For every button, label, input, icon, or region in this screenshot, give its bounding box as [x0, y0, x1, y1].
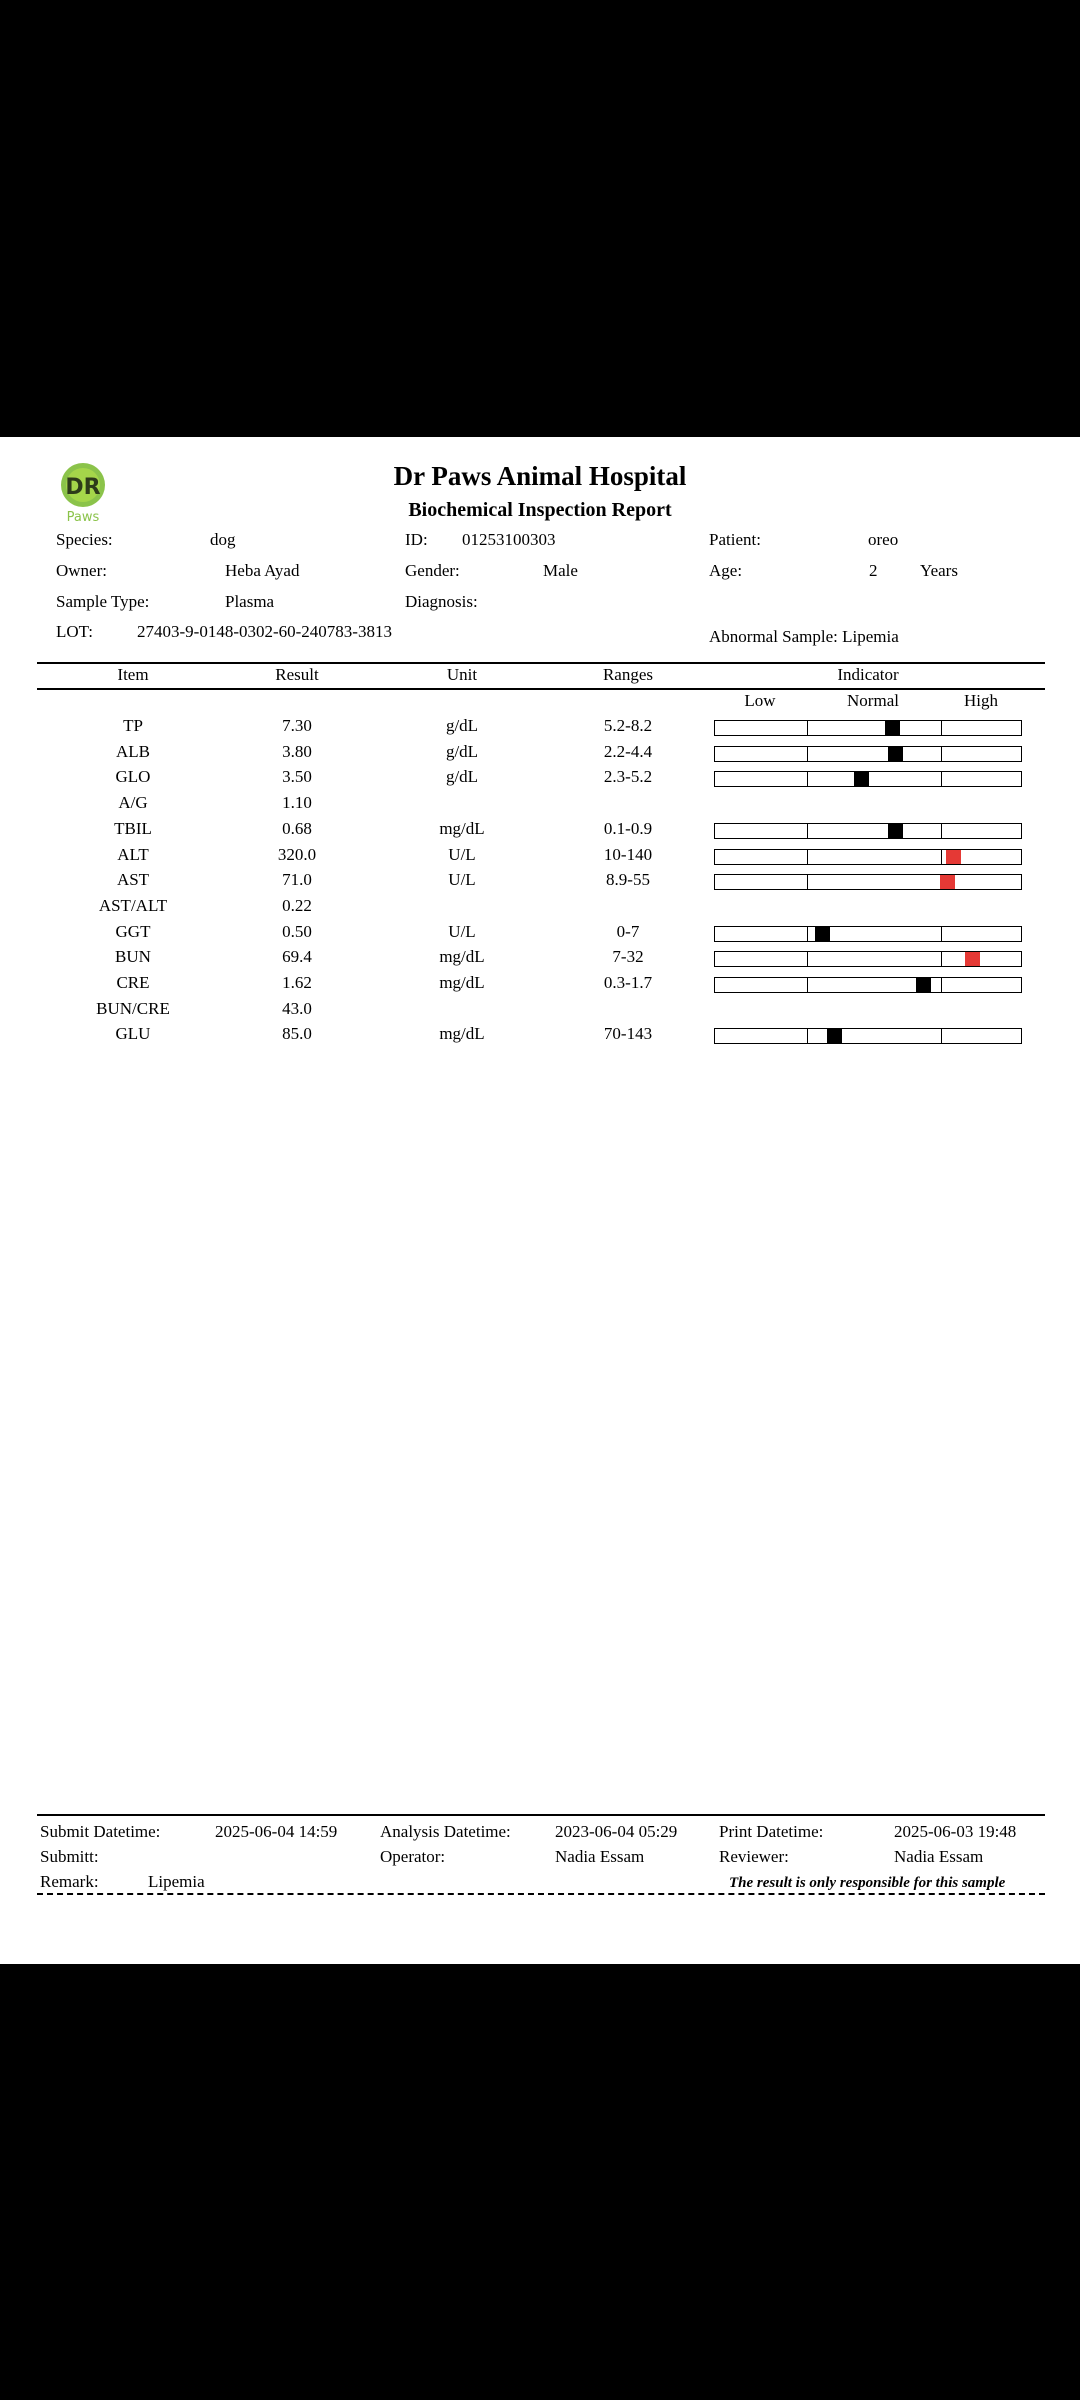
unit-cell: U/L — [448, 870, 476, 890]
result-cell: 69.4 — [282, 947, 312, 967]
table-row — [0, 819, 1080, 845]
indicator-bar — [714, 926, 1022, 942]
result-cell: 0.68 — [282, 818, 312, 838]
item-cell: TBIL — [114, 818, 152, 838]
low-normal-divider — [807, 978, 808, 992]
result-cell: 0.22 — [282, 895, 312, 915]
unit-cell: g/dL — [445, 716, 479, 735]
table-row — [0, 716, 1080, 742]
hospital-name: Dr Paws Animal Hospital — [393, 461, 687, 491]
indicator-marker — [888, 747, 903, 761]
print-datetime-label: Print Datetime: — [719, 1822, 824, 1841]
patient-value: oreo — [868, 530, 899, 549]
disclaimer: The result is only responsible for this sample — [729, 1875, 1006, 1891]
indicator-normal: Normal — [847, 691, 899, 710]
svg-text:Paws: Paws — [66, 510, 100, 525]
table-row — [0, 870, 1080, 896]
indicator-marker — [888, 824, 903, 838]
indicator-high: High — [964, 691, 998, 710]
result-cell: 85.0 — [282, 1024, 312, 1044]
col-unit: Unit — [446, 665, 478, 684]
item-cell: AST — [116, 870, 150, 890]
unit-cell: g/dL — [445, 741, 479, 761]
indicator-marker — [940, 875, 955, 889]
col-indicator: Indicator — [837, 665, 899, 684]
item-cell: AST/ALT — [98, 895, 168, 915]
table-row — [0, 922, 1080, 948]
id-value: 01253100303 — [462, 530, 556, 549]
table-row — [0, 742, 1080, 768]
result-cell: 7.30 — [282, 716, 312, 735]
col-ranges: Ranges — [602, 665, 654, 684]
unit-cell: U/L — [448, 921, 476, 941]
table-header-rule — [37, 688, 1045, 690]
result-cell: 3.80 — [282, 741, 312, 761]
indicator-bar — [714, 1028, 1022, 1044]
result-cell: 71.0 — [282, 870, 312, 890]
indicator-marker — [827, 1029, 842, 1043]
analysis-datetime-label: Analysis Datetime: — [380, 1822, 511, 1841]
age-unit: Years — [920, 561, 958, 580]
unit-cell: U/L — [448, 844, 476, 864]
table-row — [0, 896, 1080, 922]
table-row — [0, 973, 1080, 999]
low-normal-divider — [807, 850, 808, 864]
table-row — [0, 999, 1080, 1025]
normal-high-divider — [941, 1029, 942, 1043]
indicator-marker — [965, 952, 980, 966]
table-top-rule — [37, 662, 1045, 664]
indicator-bar — [714, 951, 1022, 967]
range-cell: 0.1-0.9 — [603, 818, 653, 838]
item-cell: BUN/CRE — [96, 998, 170, 1018]
range-cell: 0-7 — [616, 921, 640, 941]
table-row — [0, 793, 1080, 819]
unit-cell: mg/dL — [439, 947, 485, 967]
col-item: Item — [117, 665, 149, 684]
result-cell: 1.10 — [282, 793, 312, 813]
normal-high-divider — [941, 850, 942, 864]
result-cell: 320.0 — [277, 844, 317, 864]
species-value: dog — [210, 530, 236, 549]
unit-cell: g/dL — [445, 767, 479, 787]
range-cell: 2.3-5.2 — [603, 767, 653, 787]
remark-label: Remark: — [40, 1872, 99, 1891]
submitt-label: Submitt: — [40, 1847, 99, 1866]
abnormal-sample: Abnormal Sample: Lipemia — [709, 627, 899, 646]
footer-rule — [37, 1814, 1045, 1816]
diagnosis-label: Diagnosis: — [405, 592, 478, 611]
normal-high-divider — [941, 927, 942, 941]
normal-high-divider — [941, 824, 942, 838]
range-cell: 0.3-1.7 — [603, 973, 653, 992]
owner-value: Heba Ayad — [225, 561, 300, 580]
table-row — [0, 845, 1080, 871]
indicator-marker — [916, 978, 931, 992]
analysis-datetime-value: 2023-06-04 05:29 — [555, 1822, 678, 1841]
id-label: ID: — [405, 530, 428, 549]
indicator-bar — [714, 977, 1022, 993]
svg-text:DR: DR — [65, 475, 101, 500]
print-datetime-value: 2025-06-03 19:48 — [894, 1822, 1017, 1841]
range-cell: 10-140 — [603, 844, 653, 864]
normal-high-divider — [941, 772, 942, 786]
indicator-bar — [714, 771, 1022, 787]
item-cell: TP — [123, 716, 143, 735]
range-cell: 7-32 — [612, 947, 644, 967]
gender-label: Gender: — [405, 561, 460, 580]
low-normal-divider — [807, 875, 808, 889]
gender-value: Male — [543, 561, 578, 580]
low-normal-divider — [807, 1029, 808, 1043]
indicator-bar — [714, 720, 1022, 736]
operator-label: Operator: — [380, 1847, 446, 1866]
range-cell: 5.2-8.2 — [603, 716, 653, 735]
normal-high-divider — [941, 978, 942, 992]
owner-label: Owner: — [56, 561, 107, 580]
item-cell: GGT — [115, 921, 151, 941]
result-cell: 1.62 — [282, 973, 312, 992]
normal-high-divider — [941, 721, 942, 735]
sample-type-label: Sample Type: — [56, 592, 150, 611]
table-row — [0, 767, 1080, 793]
item-cell: GLU — [115, 1024, 151, 1044]
result-cell: 0.50 — [282, 921, 312, 941]
dashed-rule — [37, 1893, 1045, 1895]
indicator-bar — [714, 874, 1022, 890]
low-normal-divider — [807, 952, 808, 966]
range-cell: 70-143 — [603, 1024, 653, 1044]
indicator-marker — [946, 850, 961, 864]
item-cell: ALB — [116, 741, 150, 761]
lot-value: 27403-9-0148-0302-60-240783-3813 — [137, 622, 392, 641]
table-row — [0, 947, 1080, 973]
patient-label: Patient: — [709, 530, 761, 549]
result-cell: 43.0 — [282, 998, 312, 1018]
submit-datetime-label: Submit Datetime: — [40, 1822, 161, 1841]
remark-value: Lipemia — [148, 1872, 205, 1891]
low-normal-divider — [807, 824, 808, 838]
normal-high-divider — [941, 747, 942, 761]
item-cell: GLO — [115, 767, 151, 787]
item-cell: A/G — [118, 793, 148, 813]
col-result: Result — [275, 665, 319, 684]
indicator-bar — [714, 746, 1022, 762]
sample-type-value: Plasma — [225, 592, 275, 611]
age-value: 2 — [869, 561, 878, 580]
result-cell: 3.50 — [282, 767, 312, 787]
lot-label: LOT: — [56, 622, 93, 641]
indicator-marker — [815, 927, 830, 941]
table-row — [0, 1024, 1080, 1050]
indicator-marker — [854, 772, 869, 786]
submit-datetime-value: 2025-06-04 14:59 — [215, 1822, 338, 1841]
indicator-low: Low — [744, 691, 776, 710]
reviewer-label: Reviewer: — [719, 1847, 789, 1866]
low-normal-divider — [807, 721, 808, 735]
range-cell: 2.2-4.4 — [603, 741, 653, 761]
low-normal-divider — [807, 747, 808, 761]
item-cell: BUN — [115, 947, 151, 967]
operator-value: Nadia Essam — [555, 1847, 645, 1866]
range-cell: 8.9-55 — [606, 870, 650, 890]
low-normal-divider — [807, 927, 808, 941]
unit-cell: mg/dL — [439, 818, 485, 838]
age-label: Age: — [709, 561, 743, 580]
reviewer-value: Nadia Essam — [894, 1847, 984, 1866]
normal-high-divider — [941, 952, 942, 966]
indicator-bar — [714, 823, 1022, 839]
species-label: Species: — [56, 530, 113, 549]
item-cell: CRE — [116, 973, 150, 992]
report-subtitle: Biochemical Inspection Report — [408, 499, 672, 521]
unit-cell: mg/dL — [439, 1024, 485, 1044]
unit-cell: mg/dL — [439, 973, 485, 992]
indicator-bar — [714, 849, 1022, 865]
report-sheet — [0, 437, 1080, 1964]
low-normal-divider — [807, 772, 808, 786]
item-cell: ALT — [117, 844, 149, 864]
indicator-marker — [885, 721, 900, 735]
